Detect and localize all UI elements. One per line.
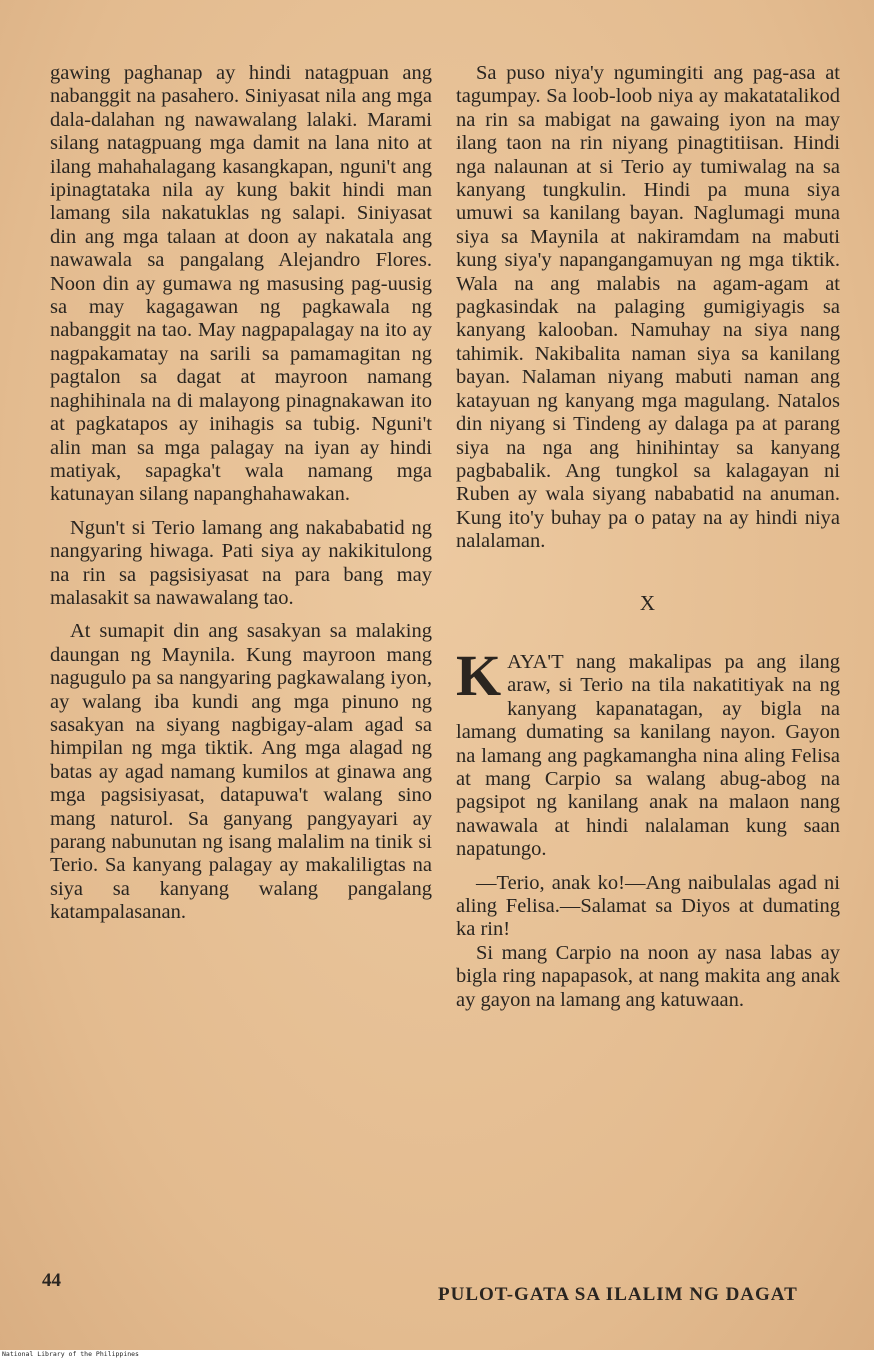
chapter-opening-text: AYA'T nang makalipas pa ang ilang araw, si Terio na tila nakatitiyak na ng kanyang kapanatagan, ay bigla na lamang dumating sa kanilang nayon. Gayon na lamang ang pagkamangha nina aling Felisa at mang Carpio sa walang abug-abog na pagsipot ng kanilang anak na malaon nang nawawala at hindi nalalaman kung saan napatungo.	[456, 650, 840, 861]
body-paragraph: —Terio, anak ko!—Ang naibulalas agad ni aling Felisa.—Salamat sa Diyos at dumating ka rin!	[456, 871, 840, 941]
body-paragraph: Si mang Carpio na noon ay nasa labas ay bigla ring napapasok, at nang makita ang anak ay gayon na lamang ang katuwaan.	[456, 941, 840, 1011]
body-paragraph: gawing paghanap ay hindi natagpuan ang nabanggit na pasahero. Siniyasat nila ang mga dala-dalahan ng nawawalang lalaki. Marami silang natagpuang mga damit na lana nito at ilang mahahalagang kasangkapan, nguni't ang ipinagtataka nila ay kung bakit hindi man lamang sila nakatuklas ng salapi. Siniyasat din ang mga talaan at doon ay nakatala ang nawawala sa pangalang Alejandro Flores. Noon din ay gumawa ng masusing pag-uusig sa may kagagawan ng pagkawala ng nabanggit na tao. May nagpapalagay na ito ay nagpakamatay na sarili sa pamamagitan ng pagtalon sa dagat at mayroon namang naghihinala na di malayong pinagnakawan ito at pagkatapos ay inihagis sa tubig. Nguni't alin man sa mga palagay na iyan ay hindi matiyak, sapagka't wala namang mga katunayan silang napanghahawakan.	[50, 62, 432, 506]
left-column	[50, 62, 432, 925]
body-paragraph: Sa puso niya'y ngumingiti ang pag-asa at tagumpay. Sa loob-loob niya ay makatatalikod na rin sa mabigat na gawaing iyon na may ilang taon na rin niyang pinagtitiisan. Hindi nga nalaunan at si Terio ay tumiwalag na sa kanyang tungkulin. Hindi pa muna siya umuwi sa kanilang bayan. Naglumagi muna siya sa Maynila at nakiramdam na mabuti kung siya'y napangangamuyan ng mga tiktik. Wala na ang malabis na agam-agam at pagkasindak na palaging gumigiyagis sa kanyang kalooban. Namuhay na siya nang tahimik. Nakibalita naman siya sa kanilang bayan. Nalaman niyang mabuti naman ang katayuan ng kanyang mga magulang. Natalos din niyang si Tindeng ay dalaga pa at parang siya na nga ang hinihintay sa kanyang pagbabalik. Ang tungkol sa kalagayan ni Ruben ay wala siyang nababatid na anuman. Kung ito'y buhay pa o patay na ay hindi niya nalalaman.	[456, 62, 840, 553]
drop-cap-letter: K	[456, 642, 502, 708]
right-column	[456, 62, 840, 1012]
archive-credit: National Library of the Philippines	[2, 1350, 139, 1358]
page-number: 44	[42, 1270, 61, 1291]
body-paragraph: Ngun't si Terio lamang ang nakababatid ng nangyaring hiwaga. Pati siya ay nakikitulong na rin sa pagsisiyasat na para bang may malasakit sa nawawalang tao.	[50, 516, 432, 609]
body-paragraph: At sumapit din ang sasakyan sa malaking daungan ng Maynila. Kung mayroon mang nagugulo pa sa nangyaring pagkawalang iyon, ay walang iba kundi ang mga pinuno ng sasakyan na siyang nagbigay-alam agad sa himpilan ng mga tiktik. Ang mga alagad ng batas ay agad namang kumilos at ginawa ang mga pagsisiyasat, datapuwa't walang sino mang naturol. Sa ganyang pangyayari ay parang nabunutan ng isang malalim na tinik si Terio. Sa kanyang palagay ay makaliligtas na siya sa kanyang walang pangalang katampalasanan.	[50, 620, 432, 924]
running-title: PULOT-GATA SA ILALIM NG DAGAT	[438, 1284, 798, 1305]
chapter-opening-paragraph	[456, 642, 840, 862]
chapter-heading: X	[639, 590, 657, 615]
